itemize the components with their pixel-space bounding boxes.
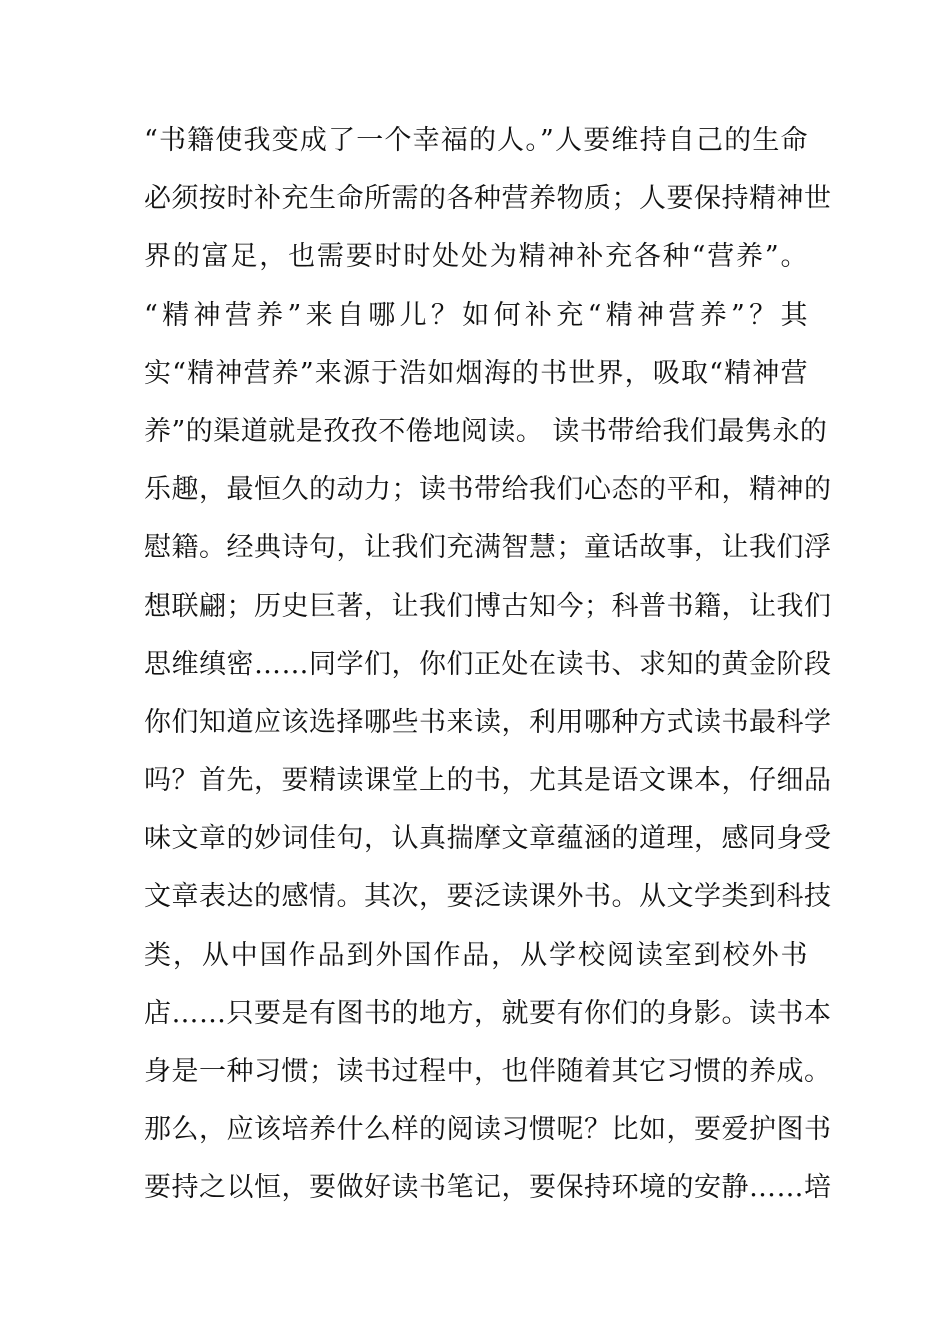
text-line: 店……只要是有图书的地方，就要有你们的身影。读书本 xyxy=(144,997,832,1029)
text-line: 实“精神营养”来源于浩如烟海的书世界，吸取“精神营 xyxy=(144,357,808,389)
text-line: 类，从中国作品到外国作品，从学校阅读室到校外书 xyxy=(144,939,808,971)
body-text xyxy=(144,118,832,1224)
text-line: 要持之以恒，要做好读书笔记，要保持环境的安静……培 xyxy=(144,1172,832,1204)
text-line: 你们知道应该选择哪些书来读，利用哪种方式读书最科学 xyxy=(144,706,832,738)
text-line: 思维缜密……同学们，你们正处在读书、求知的黄金阶段 xyxy=(144,648,832,680)
text-line: 慰籍。经典诗句，让我们充满智慧；童话故事，让我们浮 xyxy=(144,532,832,564)
text-line: “精神营养”来自哪儿？如何补充“精神营养”？其 xyxy=(144,299,808,331)
text-line: 那么，应该培养什么样的阅读习惯呢？比如，要爱护图书 xyxy=(144,1114,832,1146)
text-line: 身是一种习惯；读书过程中，也伴随着其它习惯的养成。 xyxy=(144,1056,832,1087)
text-line: 文章表达的感情。其次，要泛读课外书。从文学类到科技 xyxy=(144,881,832,913)
text-line: 必须按时补充生命所需的各种营养物质；人要保持精神世 xyxy=(144,183,832,215)
text-line: 乐趣，最恒久的动力；读书带给我们心态的平和，精神的 xyxy=(144,474,832,506)
text-line: 养”的渠道就是孜孜不倦地阅读。 读书带给我们最隽永的 xyxy=(144,415,828,447)
text-line: “书籍使我变成了一个幸福的人。”人要维持自己的生命 xyxy=(144,125,808,156)
text-line: 想联翩；历史巨著，让我们博古知今；科普书籍，让我们 xyxy=(144,590,832,622)
text-line: 味文章的妙词佳句，认真揣摩文章蕴涵的道理，感同身受 xyxy=(144,823,832,855)
text-line: 吗？首先，要精读课堂上的书，尤其是语文课本，仔细品 xyxy=(144,765,832,797)
text-line: 界的富足，也需要时时处处为精神补充各种“营养”。 xyxy=(144,241,808,273)
